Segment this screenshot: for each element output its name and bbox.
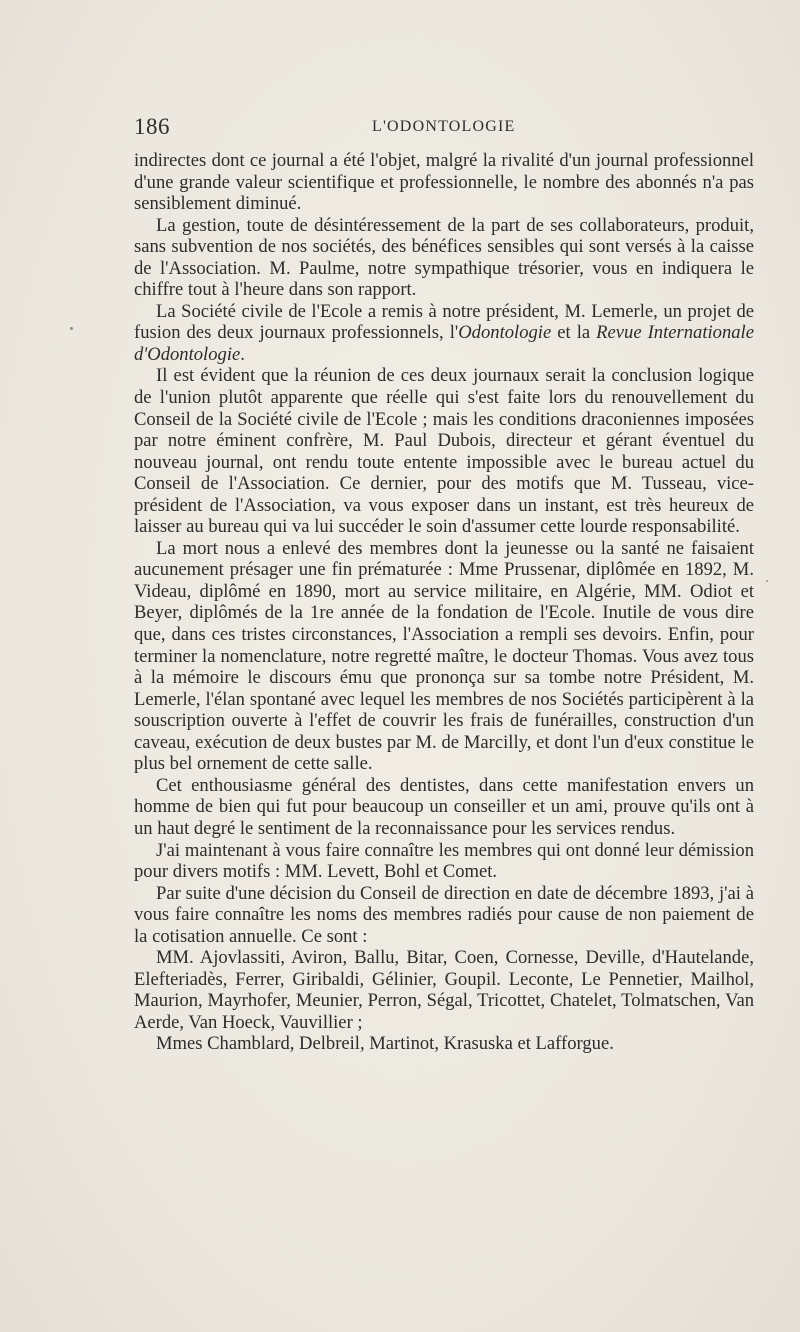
paragraph-text: La Société civile de l'Ecole a remis à notre président, M. Lemerle, un projet de fusion des deux journaux professionnels, l' — [134, 300, 754, 344]
paragraph — [134, 301, 754, 366]
page-number: 186 — [134, 114, 170, 139]
page-header — [134, 114, 754, 144]
paragraph: J'ai maintenant à vous faire connaître les membres qui ont donné leur démission pour divers motifs : MM. Levett, Bohl et Comet. — [134, 839, 754, 883]
journal-title-italic: Revue Internationale d'Odontologie — [134, 322, 754, 365]
paragraph-text: . — [240, 343, 245, 365]
ink-speck — [70, 327, 73, 330]
running-head: L'ODONTOLOGIE — [372, 118, 516, 135]
paragraph: Par suite d'une décision du Conseil de direction en date de décembre 1893, j'ai à vous faire connaître les noms des membres radiés pour cause de non paiement de la cotisation annuelle. Ce sont : — [134, 882, 754, 947]
paragraph-text: et la — [551, 322, 597, 344]
paragraph: indirectes dont ce journal a été l'objet, malgré la rivalité d'un journal professionnel d'une grande valeur scientifique et professionnelle, le nombre des abonnés n'a pas sensiblement diminué. — [134, 150, 754, 215]
paragraph: Il est évident que la réunion de ces deux journaux serait la conclusion logique de l'union plutôt apparente que réelle qui s'est faite lors du renouvellement du Conseil de la Société civile de l'Ecole ; mais les conditions draconiennes imposées par notre éminent confrère, M. Paul Dubois, directeur et gérant éventuel du nouveau journal, ont rendu toute entente impossible avec le bureau actuel du Conseil de l'Association. Ce dernier, pour des motifs que M. Tusseau, vice-président de l'Association, va vous exposer dans un instant, est très heureux de laisser au bureau qui va lui succéder le soin d'assumer cette lourde responsabilité. — [134, 365, 754, 538]
paragraph: La gestion, toute de désintéressement de la part de ses collaborateurs, produit, sans subvention de nos sociétés, des bénéfices sensibles qui sont versés à la caisse de l'Association. M. Paulme, notre sympathique trésorier, vous en indiquera le chiffre tout à l'heure dans son rapport. — [134, 214, 754, 301]
journal-title-italic: Odontologie — [458, 322, 552, 344]
body-text — [134, 150, 754, 1055]
paragraph: La mort nous a enlevé des membres dont la jeunesse ou la santé ne faisaient aucunement présager une fin prématurée : Mme Prussenar, diplômée en 1892, M. Videau, diplômé en 1890, mort au service militaire, en Algérie, MM. Odiot et Beyer, diplômés de la 1re année de la fondation de l'Ecole. Inutile de vous dire que, dans ces tristes circonstances, l'Association a rempli ses devoirs. Enfin, pour terminer la nomenclature, notre regretté maître, le docteur Thomas. Vous avez tous à la mémoire le discours ému que prononça sur sa tombe notre Président, M. Lemerle, l'élan spontané avec lequel les membres de nos Sociétés participèrent à la souscription ouverte à l'effet de couvrir les frais de funérailles, construction d'un caveau, exécution de deux bustes par M. de Marcilly, et dont l'un d'eux constitue le plus bel ornement de cette salle. — [134, 537, 754, 775]
paragraph: Cet enthousiasme général des dentistes, dans cette manifestation envers un homme de bien qui fut pour beaucoup un conseiller et un ami, prouve qu'ils ont à un haut degré le sentiment de la reconnaissance pour les services rendus. — [134, 774, 754, 839]
ink-speck — [766, 580, 768, 582]
paragraph: MM. Ajovlassiti, Aviron, Ballu, Bitar, Coen, Cornesse, Deville, d'Hautelande, Elefteriadès, Ferrer, Giribaldi, Gélinier, Goupil. Leconte, Le Pennetier, Mailhol, Maurion, Mayrhofer, Meunier, Perron, Ségal, Tricottet, Chatelet, Tolmatschen, Van Aerde, Van Hoeck, Vauvillier ; — [134, 947, 754, 1033]
paragraph: Mmes Chamblard, Delbreil, Martinot, Krasuska et Lafforgue. — [156, 1033, 614, 1055]
